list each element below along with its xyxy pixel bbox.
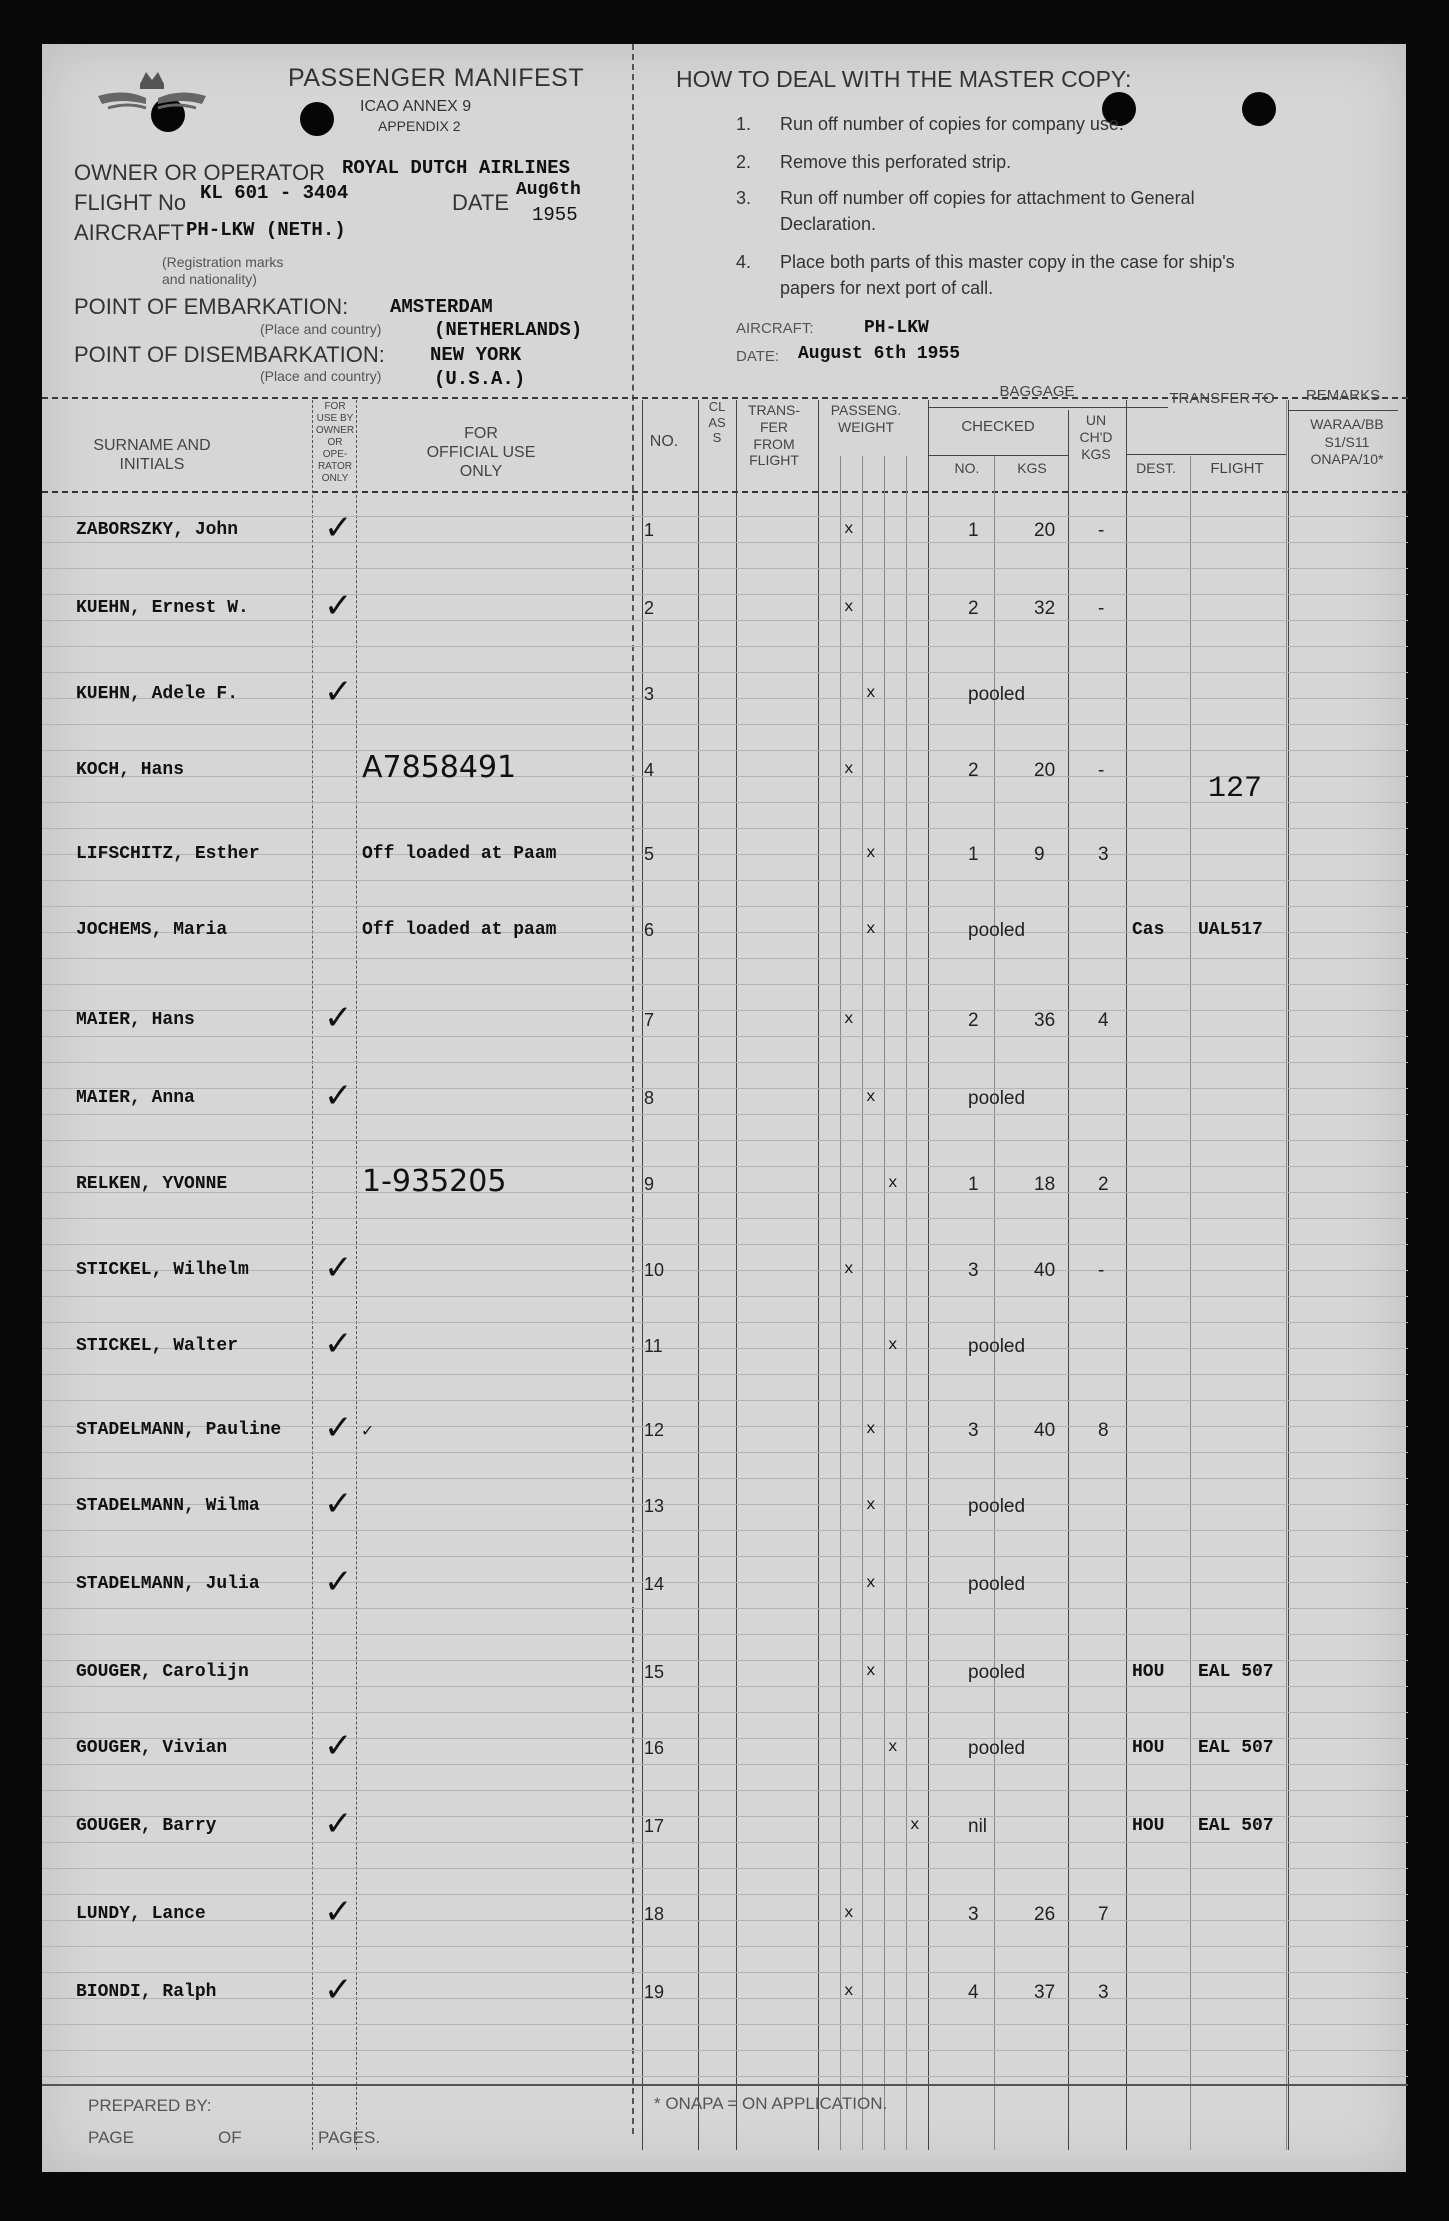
transfer-dest: HOU	[1132, 1662, 1165, 1682]
transfer-flight: EAL 507	[1198, 1816, 1274, 1836]
header-remarks: REMARKS	[1305, 387, 1381, 404]
owner-check-mark: ✓	[324, 998, 353, 1038]
weight-mark: x	[844, 1982, 854, 2000]
ruled-line	[42, 1036, 1408, 1037]
weight-mark: x	[866, 844, 876, 862]
official-use-entry: 1-935205	[362, 1164, 507, 1199]
passenger-name: ZABORSZKY, John	[76, 520, 239, 540]
owner-check-mark: ✓	[324, 1726, 353, 1766]
page-label: PAGE	[88, 2128, 134, 2147]
embark-country: (NETHERLANDS)	[434, 319, 583, 341]
column-line	[1190, 456, 1191, 2150]
manifest-title: PASSENGER MANIFEST	[288, 64, 585, 92]
bag-count: nil	[968, 1816, 988, 1837]
ruled-line	[42, 1530, 1408, 1531]
ruled-line	[42, 1478, 1408, 1479]
bag-count: 1	[968, 520, 979, 541]
date-label: DATE	[452, 190, 510, 215]
bag-count: 2	[968, 1010, 979, 1031]
weight-mark: x	[844, 1260, 854, 1278]
bag-kgs: 32	[1034, 598, 1056, 619]
ruled-line	[42, 2050, 1408, 2051]
column-line	[736, 400, 737, 2150]
bag-kgs: 26	[1034, 1904, 1056, 1925]
header-bottom-rule	[42, 491, 1408, 493]
ruled-line	[42, 1374, 1408, 1375]
instructions-heading: HOW TO DEAL WITH THE MASTER COPY:	[676, 66, 1132, 92]
bag-kgs: 20	[1034, 520, 1056, 541]
ruled-line	[42, 1348, 1408, 1349]
transfer-dest: HOU	[1132, 1816, 1165, 1836]
instruction-number: 1.	[736, 114, 752, 134]
header-flight: FLIGHT	[1210, 460, 1264, 477]
ruled-line	[42, 646, 1408, 647]
row-number: 8	[644, 1088, 655, 1108]
weight-mark: x	[844, 1904, 854, 1922]
bag-kgs: 18	[1034, 1174, 1056, 1195]
owner-check-mark: ✓	[324, 1248, 353, 1288]
unchecked-kgs: 3	[1098, 1982, 1109, 2003]
passenger-name: JOCHEMS, Maria	[76, 920, 228, 940]
pages-label: PAGES.	[318, 2128, 381, 2147]
column-line	[1126, 400, 1127, 2150]
row-number: 13	[644, 1496, 665, 1516]
column-line	[884, 456, 885, 2150]
appendix-label: APPENDIX 2	[378, 118, 461, 134]
bag-count: pooled	[968, 1088, 1026, 1109]
owner-check-mark: ✓	[324, 1324, 353, 1364]
bag-count: pooled	[968, 1496, 1026, 1517]
ruled-line	[42, 828, 1408, 829]
checked-subrule	[928, 455, 1068, 456]
instruction-text: Place both parts of this master copy in the case for ship's	[780, 252, 1235, 272]
header-owner-use: FOR USE BY OWNER OR OPE-RATOR ONLY	[315, 401, 355, 484]
passenger-name: STADELMANN, Pauline	[76, 1420, 282, 1440]
airline-logo-icon	[94, 62, 210, 124]
ruled-line	[42, 568, 1408, 569]
weight-mark: x	[866, 1574, 876, 1592]
ruled-line	[42, 1972, 1408, 1973]
bag-count: pooled	[968, 1336, 1026, 1357]
ruled-line	[42, 2024, 1408, 2025]
bag-kgs: 40	[1034, 1260, 1056, 1281]
strip-aircraft-value: PH-LKW	[864, 318, 929, 338]
ruled-line	[42, 1842, 1408, 1843]
owner-check-mark: ✓	[324, 1892, 353, 1932]
header-checked: CHECKED	[961, 418, 1035, 435]
header-dest: DEST.	[1136, 460, 1176, 476]
unchecked-kgs: -	[1098, 598, 1105, 619]
weight-mark: x	[888, 1336, 898, 1354]
ruled-line	[42, 1244, 1408, 1245]
embark-country-note: (Place and country)	[260, 321, 382, 337]
header-transfer-from: TRANS-FER FROM FLIGHT	[747, 402, 801, 469]
embark-label: POINT OF EMBARKATION:	[74, 294, 349, 319]
owner-check-mark: ✓	[324, 1970, 353, 2010]
registration-note: and nationality)	[162, 271, 257, 287]
column-line	[642, 400, 643, 2150]
ruled-line	[42, 1322, 1408, 1323]
weight-mark: x	[866, 1088, 876, 1106]
column-line	[1286, 400, 1287, 2150]
row-number: 2	[644, 598, 655, 618]
row-number: 7	[644, 1010, 655, 1030]
owner-check-mark: ✓	[324, 1562, 353, 1602]
ruled-line	[42, 2076, 1408, 2077]
ruled-line	[42, 1686, 1408, 1687]
passenger-name: MAIER, Hans	[76, 1010, 195, 1030]
header-class: CLASS	[708, 399, 726, 446]
passenger-name: KOCH, Hans	[76, 760, 185, 780]
column-line	[1068, 410, 1069, 2150]
bag-count: 1	[968, 1174, 979, 1195]
ruled-line	[42, 1088, 1408, 1089]
manifest-sheet	[42, 44, 1406, 2172]
ruled-line	[42, 958, 1408, 959]
unchecked-kgs: -	[1098, 760, 1105, 781]
row-number: 10	[644, 1260, 665, 1280]
ruled-line	[42, 1452, 1408, 1453]
aircraft-value: PH-LKW (NETH.)	[186, 219, 346, 241]
header-remarks-codes: WARAA/BB S1/S11 ONAPA/10*	[1310, 416, 1384, 467]
header-surname: SURNAME AND INITIALS	[93, 437, 211, 474]
instruction-text: papers for next port of call.	[780, 278, 994, 298]
weight-mark: x	[888, 1738, 898, 1756]
passenger-name: GOUGER, Carolijn	[76, 1662, 249, 1682]
owner-label: OWNER OR OPERATOR	[74, 160, 325, 185]
ruled-line	[42, 1894, 1408, 1895]
header-no: NO.	[649, 433, 679, 450]
unchecked-kgs: 2	[1098, 1174, 1109, 1195]
transfer-flight: EAL 507	[1198, 1738, 1274, 1758]
passenger-name: STADELMANN, Wilma	[76, 1496, 260, 1516]
instruction-text: Run off number of copies for company use.	[780, 114, 1124, 134]
row-number: 1	[644, 520, 655, 540]
bag-count: 2	[968, 598, 979, 619]
annex-label: ICAO ANNEX 9	[360, 98, 472, 115]
column-line	[862, 456, 863, 2150]
owner-check-mark: ✓	[324, 1408, 353, 1448]
ruled-line	[42, 750, 1408, 751]
instruction-text: Run off number off copies for attachment to General	[780, 188, 1195, 208]
bag-kgs: 9	[1034, 844, 1045, 865]
instruction-number: 4.	[736, 252, 752, 272]
disembark-label: POINT OF DISEMBARKATION:	[74, 342, 385, 367]
row-number: 5	[644, 844, 655, 864]
instruction-number: 2.	[736, 152, 752, 172]
owner-check-mark: ✓	[324, 1804, 353, 1844]
column-line	[312, 400, 313, 2150]
flight-value: KL 601 - 3404	[200, 182, 349, 204]
weight-mark: x	[866, 684, 876, 702]
punch-hole	[1242, 92, 1276, 126]
bag-count: 3	[968, 1420, 979, 1441]
weight-mark: x	[844, 1010, 854, 1028]
instruction-text: Remove this perforated strip.	[780, 152, 1012, 172]
row-number: 14	[644, 1574, 665, 1594]
of-label: OF	[218, 2128, 242, 2147]
ruled-line	[42, 1192, 1408, 1193]
header-transfer-to: TRANSFER TO	[1169, 390, 1275, 407]
strip-aircraft-label: AIRCRAFT:	[736, 320, 814, 337]
row-number: 19	[644, 1982, 665, 2002]
weight-mark: x	[866, 920, 876, 938]
passenger-name: RELKEN, YVONNE	[76, 1174, 228, 1194]
passenger-name: STADELMANN, Julia	[76, 1574, 260, 1594]
footnote: * ONAPA = ON APPLICATION.	[654, 2094, 888, 2113]
stamp-number: 127	[1208, 772, 1263, 806]
weight-mark: x	[844, 760, 854, 778]
strip-date-label: DATE:	[736, 348, 780, 365]
header-baggage: BAGGAGE	[999, 383, 1075, 400]
unchecked-kgs: 3	[1098, 844, 1109, 865]
ruled-line	[42, 984, 1408, 985]
bag-kgs: 20	[1034, 760, 1056, 781]
ruled-line	[42, 802, 1408, 803]
header-weight: PASSENG. WEIGHT	[830, 402, 902, 435]
owner-check-mark: ✓	[324, 586, 353, 626]
remarks-subrule	[1288, 410, 1398, 411]
baggage-subrule	[928, 407, 1168, 408]
ruled-line	[42, 906, 1408, 907]
ruled-line	[42, 516, 1408, 517]
passenger-name: MAIER, Anna	[76, 1088, 195, 1108]
aircraft-label: AIRCRAFT	[74, 220, 184, 245]
instruction-text: Declaration.	[780, 214, 877, 234]
bag-count: pooled	[968, 684, 1026, 705]
ruled-line	[42, 1400, 1408, 1401]
instruction-number: 3.	[736, 188, 752, 208]
column-line	[994, 456, 995, 2150]
row-number: 15	[644, 1662, 665, 1682]
owner-check-mark: ✓	[324, 508, 353, 548]
bag-count: 1	[968, 844, 979, 865]
weight-mark: x	[866, 1420, 876, 1438]
prepared-by-label: PREPARED BY:	[88, 2096, 212, 2115]
row-number: 3	[644, 684, 655, 704]
row-number: 6	[644, 920, 655, 940]
passenger-name: LIFSCHITZ, Esther	[76, 844, 260, 864]
transfer-dest: Cas	[1132, 920, 1165, 940]
column-line	[840, 456, 841, 2150]
flight-label: FLIGHT No	[74, 190, 187, 215]
header-unchecked: UN CH'D KGS	[1079, 412, 1113, 462]
bag-count: 3	[968, 1260, 979, 1281]
row-number: 4	[644, 760, 655, 780]
ruled-line	[42, 620, 1408, 621]
passenger-name: STICKEL, Wilhelm	[76, 1260, 249, 1280]
row-number: 11	[644, 1336, 663, 1356]
unchecked-kgs: 8	[1098, 1420, 1109, 1441]
ruled-line	[42, 1556, 1408, 1557]
ruled-line	[42, 698, 1408, 699]
embark-value: AMSTERDAM	[390, 296, 493, 318]
ruled-line	[42, 542, 1408, 543]
ruled-line	[42, 1296, 1408, 1297]
punch-hole	[300, 102, 334, 136]
transfer-flight: UAL517	[1198, 920, 1263, 940]
row-number: 9	[644, 1174, 655, 1194]
passenger-name: LUNDY, Lance	[76, 1904, 206, 1924]
weight-mark: x	[844, 520, 854, 538]
passenger-name: GOUGER, Vivian	[76, 1738, 228, 1758]
transfer-subrule	[1126, 454, 1286, 455]
ruled-line	[42, 1608, 1408, 1609]
official-use-entry: Off loaded at paam	[362, 920, 557, 940]
passenger-name: GOUGER, Barry	[76, 1816, 217, 1836]
ruled-line	[42, 1712, 1408, 1713]
ruled-line	[42, 1868, 1408, 1869]
weight-mark: x	[888, 1174, 898, 1192]
ruled-line	[42, 1010, 1408, 1011]
ruled-line	[42, 776, 1408, 777]
unchecked-kgs: -	[1098, 1260, 1105, 1281]
date-value: Aug6th	[516, 180, 581, 200]
strip-date-value: August 6th 1955	[798, 344, 961, 364]
unchecked-kgs: -	[1098, 520, 1105, 541]
ruled-line	[42, 1166, 1408, 1167]
official-use-entry: A7858491	[362, 750, 517, 785]
column-line	[1288, 400, 1289, 2150]
header-official: FOR OFFICIAL USE ONLY	[426, 425, 536, 481]
owner-check-mark: ✓	[324, 1076, 353, 1116]
ruled-line	[42, 594, 1408, 595]
date-year: 1955	[532, 204, 578, 226]
bag-kgs: 36	[1034, 1010, 1056, 1031]
header-bag-kgs: KGS	[1017, 460, 1047, 476]
ruled-line	[42, 1634, 1408, 1635]
transfer-flight: EAL 507	[1198, 1662, 1274, 1682]
perforation-line	[632, 44, 634, 2134]
row-number: 12	[644, 1420, 665, 1440]
row-number: 18	[644, 1904, 665, 1924]
ruled-line	[42, 1998, 1408, 1999]
ruled-line	[42, 1114, 1408, 1115]
bag-count: 4	[968, 1982, 979, 2003]
official-use-entry: Off loaded at Paam	[362, 844, 557, 864]
header-bag-no: NO.	[954, 460, 980, 476]
ruled-line	[42, 1062, 1408, 1063]
transfer-dest: HOU	[1132, 1738, 1165, 1758]
column-line	[906, 456, 907, 2150]
weight-mark: x	[866, 1662, 876, 1680]
ruled-line	[42, 1946, 1408, 1947]
owner-check-mark: ✓	[324, 672, 353, 712]
footer-rule	[42, 2084, 1408, 2086]
bag-kgs: 37	[1034, 1982, 1056, 2003]
bag-count: 3	[968, 1904, 979, 1925]
ruled-line	[42, 1140, 1408, 1141]
weight-mark: x	[844, 598, 854, 616]
registration-note: (Registration marks	[162, 254, 284, 270]
unchecked-kgs: 4	[1098, 1010, 1109, 1031]
ruled-line	[42, 1764, 1408, 1765]
weight-mark: x	[866, 1496, 876, 1514]
ruled-line	[42, 672, 1408, 673]
official-use-entry: ✓	[362, 1422, 373, 1442]
disembark-value: NEW YORK	[430, 344, 522, 366]
owner-value: ROYAL DUTCH AIRLINES	[342, 157, 571, 179]
column-line	[818, 400, 819, 2150]
ruled-line	[42, 1660, 1408, 1661]
passenger-name: KUEHN, Adele F.	[76, 684, 239, 704]
ruled-line	[42, 1218, 1408, 1219]
disembark-country: (U.S.A.)	[434, 368, 526, 390]
bag-kgs: 40	[1034, 1420, 1056, 1441]
unchecked-kgs: 7	[1098, 1904, 1109, 1925]
column-line	[356, 400, 357, 2150]
weight-mark: x	[910, 1816, 920, 1834]
row-number: 16	[644, 1738, 665, 1758]
bag-count: pooled	[968, 1738, 1026, 1759]
bag-count: pooled	[968, 920, 1026, 941]
disembark-country-note: (Place and country)	[260, 368, 382, 384]
column-line	[698, 400, 699, 2150]
column-line	[928, 400, 929, 2150]
bag-count: pooled	[968, 1662, 1026, 1683]
ruled-line	[42, 1790, 1408, 1791]
passenger-name: STICKEL, Walter	[76, 1336, 239, 1356]
row-number: 17	[644, 1816, 665, 1836]
ruled-line	[42, 880, 1408, 881]
bag-count: 2	[968, 760, 979, 781]
owner-check-mark: ✓	[324, 1484, 353, 1524]
bag-count: pooled	[968, 1574, 1026, 1595]
passenger-name: BIONDI, Ralph	[76, 1982, 217, 2002]
passenger-name: KUEHN, Ernest W.	[76, 598, 249, 618]
ruled-line	[42, 724, 1408, 725]
ruled-line	[42, 1920, 1408, 1921]
